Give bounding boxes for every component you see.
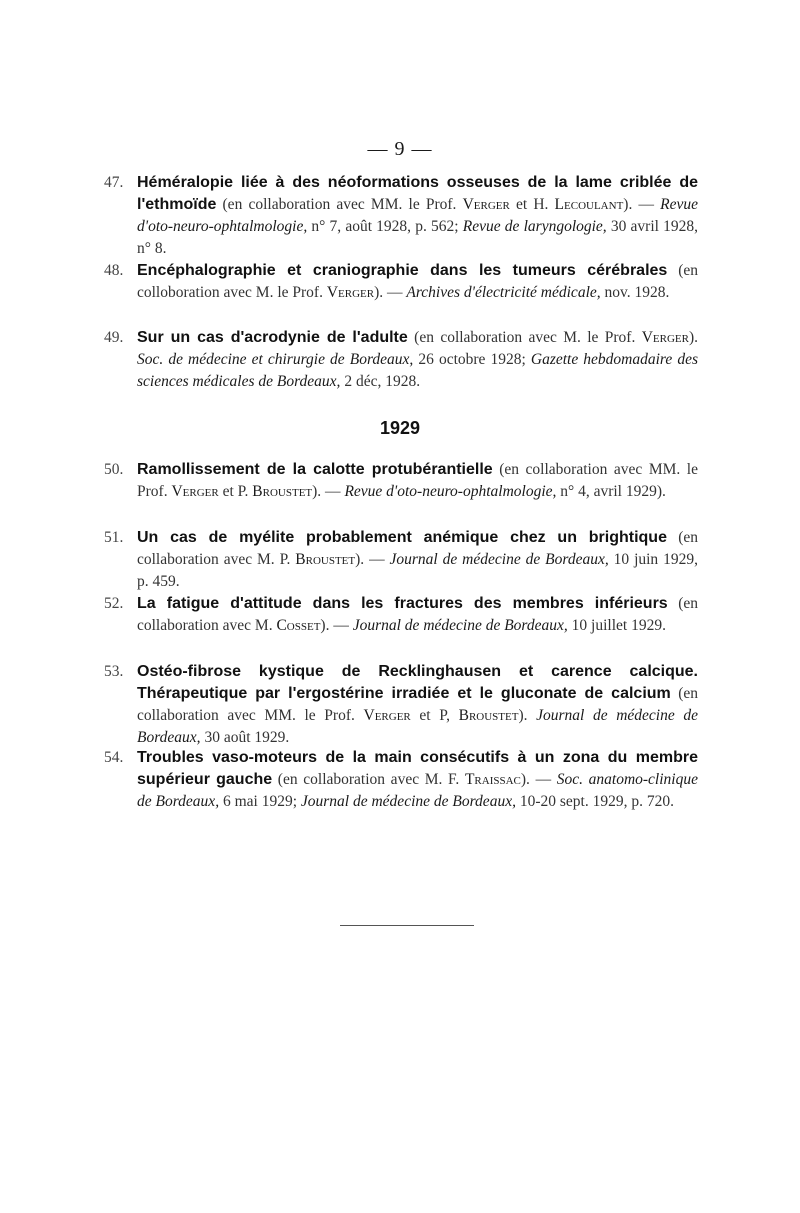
entry-title: Ramollissement de la calotte protubérantielle [137,461,493,478]
journal-title: Archives d'électricité médicale, [406,284,601,301]
journal-title: Journal de médecine de Bordeaux, [389,551,609,568]
journal-title: Journal de médecine de Bordeaux, [137,707,699,746]
entry-text-part: (en collaboration avec M. le Prof. [407,329,642,346]
entry-number: 52. [104,595,124,612]
entry-text [137,260,698,304]
journal-title: Journal de médecine de Bordeaux, [300,793,516,810]
entry-text-part: 10-20 sept. 1929, p. 720. [515,793,674,810]
entry-text-part: et P. [218,483,253,500]
entry-text-part: n° 7, août 1928, p. 562; [307,218,463,235]
entry-number: 48. [104,262,124,279]
entry-number: 53. [104,663,124,680]
entry-text-part: (en collaboration avec M. F. [272,771,465,788]
entry-title: La fatigue d'attitude dans les fractures des membres inférieurs [137,595,668,612]
bibliography-entry-52 [104,593,698,637]
entry-text-part: et P, [410,707,459,724]
journal-title: Soc. de médecine et chirurgie de Bordeaux, [137,351,414,368]
entry-title: Troubles vaso-moteurs de la main consécutifs à un zona du membre supérieur gauche [137,749,698,788]
entry-number: 49. [104,329,124,346]
entry-text-part: (en collaboration avec MM. le Prof. [137,685,698,724]
entry-number: 54. [104,749,124,766]
entry-text-part: ). [518,707,537,724]
entry-text-part: 26 octobre 1928; [413,351,531,368]
bibliography-entry-51 [104,527,698,593]
entry-text-part: et H. [509,196,555,213]
journal-title: Gazette hebdomadaire des sciences médicales de Bordeaux, [137,351,698,390]
bibliography-entry-48 [104,260,698,304]
author-name: Broustet [458,707,519,724]
entry-number: 47. [104,174,124,191]
entry-text [137,747,698,813]
author-name: Verger [171,483,219,500]
entry-title: Encéphalographie et craniographie dans les tumeurs cérébrales [137,262,668,279]
entry-text [137,593,698,637]
author-name: Broustet [295,551,356,568]
entry-text-part: (en collaboration avec M. P. [137,529,698,568]
entry-text-part: ). — [320,617,353,634]
entry-title: Héméralopie liée à des néoformations osseuses de la lame criblée de l'ethmoïde [137,174,698,213]
entry-title: Ostéo-fibrose kystique de Recklinghausen et carence calcique. Thérapeutique par l'ergostérine irradiée et le gluconate de calcium [137,663,698,702]
author-name: Verger [641,329,689,346]
entry-text-part: ). — [355,551,390,568]
entry-text-part: nov. 1928. [600,284,670,301]
entry-text-part: ). — [374,284,407,301]
journal-title: Revue d'oto-neuro-ophtalmologie, [344,483,557,500]
entry-text-part: 2 déc, 1928. [340,373,421,390]
author-name: Cosset [276,617,321,634]
entry-text [137,172,698,260]
entry-text-part: 6 mai 1929; [219,793,301,810]
author-name: Verger [462,196,510,213]
author-name: Traissac [464,771,521,788]
entry-title: Un cas de myélite probablement anémique chez un brightique [137,529,667,546]
journal-title: Soc. anatomo-clinique de Bordeaux, [137,771,698,810]
end-rule [340,925,474,926]
entry-text [137,327,698,393]
entry-text-part: (en collaboration avec MM. le Prof. [137,461,698,500]
page-number: — 9 — [367,138,433,160]
entry-text-part: 30 avril 1928, n° 8. [137,218,698,257]
entry-title: Sur un cas d'acrodynie de l'adulte [137,329,408,346]
year-heading: 1929 [379,418,421,438]
entry-text-part: ). — [312,483,345,500]
bibliography-entry-49 [104,327,698,393]
entry-number: 50. [104,461,124,478]
entry-text-part: (en colloboration avec M. le Prof. [137,262,699,301]
entry-text-part: n° 4, avril 1929). [556,483,666,500]
entry-text-part: ). — [623,196,661,213]
entry-text [137,661,698,749]
author-name: Verger [363,707,411,724]
author-name: Verger [326,284,375,301]
journal-title: Revue d'oto-neuro-ophtalmologie, [137,196,698,235]
entry-text-part: 10 juillet 1929. [567,617,666,634]
author-name: Lecoulant [554,196,624,213]
bibliography-entry-47 [104,172,698,260]
entry-text-part: 30 août 1929. [200,729,290,746]
entry-text-part: (en collaboration avec MM. le Prof. [216,196,463,213]
bibliography-entry-50 [104,459,698,503]
entry-text [137,459,698,503]
entry-text [137,527,698,593]
entry-number: 51. [104,529,124,546]
entry-text-part: (en collaboration avec M. [137,595,698,634]
entry-text-part: ). — [520,771,557,788]
entry-text-part: 10 juin 1929, p. 459. [137,551,698,590]
entry-text-part: ). [688,329,699,346]
journal-title: Revue de laryngologie, [462,218,607,235]
journal-title: Journal de médecine de Bordeaux, [352,617,568,634]
bibliography-entry-53 [104,661,698,749]
bibliography-entry-54 [104,747,698,813]
author-name: Broustet [252,483,313,500]
